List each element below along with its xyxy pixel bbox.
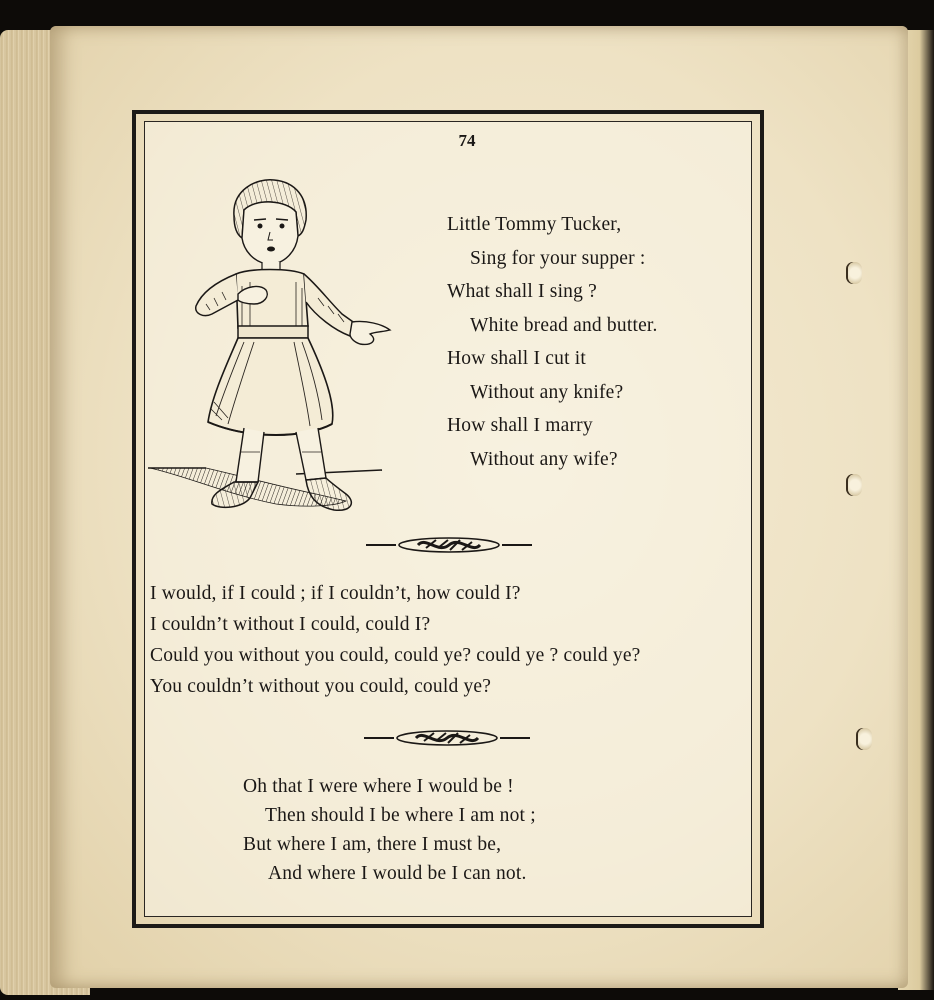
- verse-line: How shall I cut it: [447, 348, 586, 369]
- page-number: 74: [458, 131, 476, 150]
- flourish-divider-icon: [364, 727, 530, 749]
- verse-line: But where I am, there I must be,: [243, 834, 502, 855]
- verse-line: Without any wife?: [470, 449, 618, 470]
- flourish-divider-icon: [366, 534, 532, 556]
- verse-line: Then should I be where I am not ;: [265, 805, 536, 826]
- verse-line: Sing for your supper :: [470, 248, 646, 269]
- verse-line: What shall I sing ?: [447, 281, 598, 302]
- binding-hole: [848, 262, 862, 284]
- verse-line: White bread and butter.: [470, 315, 658, 336]
- verse-line: Oh that I were where I would be !: [243, 776, 514, 797]
- verse-line: I couldn’t without I could, could I?: [150, 614, 431, 635]
- child-illustration-icon: [146, 176, 396, 521]
- verse-line: How shall I marry: [447, 415, 593, 436]
- verse-line: Without any knife?: [470, 382, 624, 403]
- verse-line: You couldn’t without you could, could ye?: [150, 676, 492, 697]
- verse-line: Could you without you could, could ye? could ye ? could ye?: [150, 645, 641, 666]
- verse-line: Little Tommy Tucker,: [447, 214, 622, 235]
- verse-line: And where I would be I can not.: [268, 863, 527, 884]
- binding-hole: [848, 474, 862, 496]
- binding-hole: [858, 728, 872, 750]
- verse-line: I would, if I could ; if I couldn’t, how could I?: [150, 583, 521, 604]
